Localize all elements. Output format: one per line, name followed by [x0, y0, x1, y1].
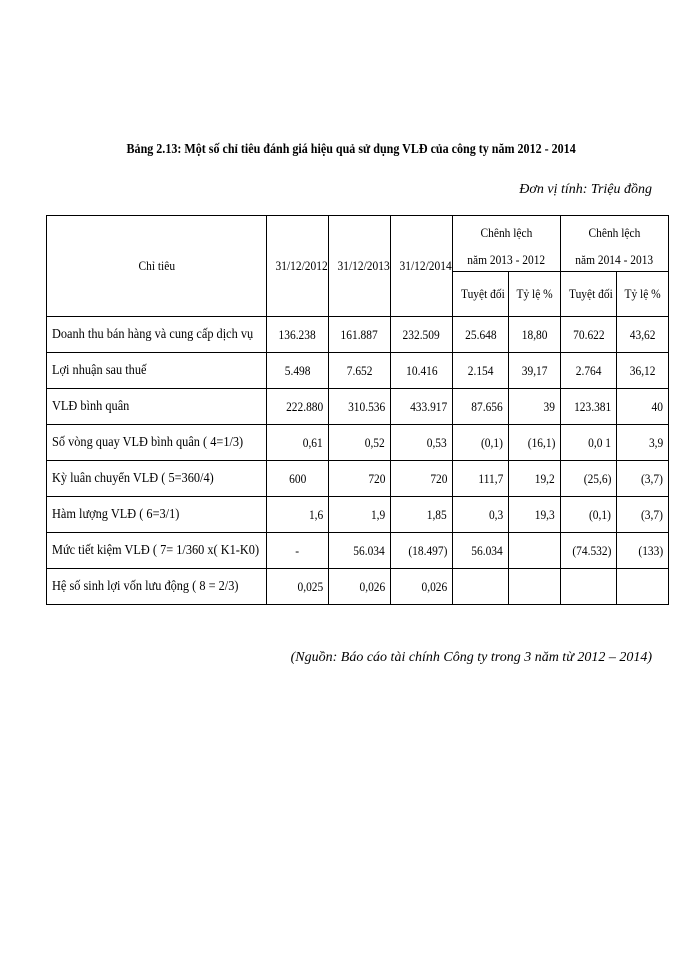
cell-abs1: 87.656	[453, 389, 509, 425]
row-label: Hàm lượng VLĐ ( 6=3/1)	[47, 497, 267, 533]
cell-v2012: -	[267, 533, 329, 569]
cell-pct1: 18,80	[509, 317, 561, 353]
cell-v2012: 0,61	[267, 425, 329, 461]
row-label: Doanh thu bán hàng và cung cấp dịch vụ	[47, 317, 267, 353]
cell-pct1: 39,17	[509, 353, 561, 389]
cell-abs1: 56.034	[453, 533, 509, 569]
cell-pct2: (133)	[617, 533, 669, 569]
header-year-2013: 31/12/2013	[329, 216, 391, 317]
cell-pct1	[509, 533, 561, 569]
row-label: Hệ số sinh lợi vốn lưu động ( 8 = 2/3)	[47, 569, 267, 605]
cell-pct1: 39	[509, 389, 561, 425]
unit-note: Đơn vị tính: Triệu đồng	[519, 182, 652, 197]
cell-v2013: 0,026	[329, 569, 391, 605]
cell-abs2	[561, 569, 617, 605]
cell-v2014: 0,026	[391, 569, 453, 605]
cell-v2012: 1,6	[267, 497, 329, 533]
header-absolute-2: Tuyệt đối	[561, 272, 617, 317]
cell-v2013: 56.034	[329, 533, 391, 569]
cell-v2012: 0,025	[267, 569, 329, 605]
row-label: Số vòng quay VLĐ bình quân ( 4=1/3)	[47, 425, 267, 461]
header-year-2012: 31/12/2012	[267, 216, 329, 317]
efficiency-table	[46, 215, 669, 605]
cell-pct1	[509, 569, 561, 605]
row-label: Lợi nhuận sau thuế	[47, 353, 267, 389]
table-row	[47, 497, 669, 533]
header-period-2013-2012: năm 2013 - 2012	[453, 250, 561, 272]
table-row	[47, 353, 669, 389]
header-year-2014: 31/12/2014	[391, 216, 453, 317]
header-row-1	[47, 216, 669, 250]
cell-abs1: 25.648	[453, 317, 509, 353]
cell-abs2: 123.381	[561, 389, 617, 425]
cell-v2014: 1,85	[391, 497, 453, 533]
header-diff-1: Chênh lệch	[453, 216, 561, 250]
cell-v2014: 232.509	[391, 317, 453, 353]
cell-pct2	[617, 569, 669, 605]
cell-pct2: 43,62	[617, 317, 669, 353]
row-label: VLĐ bình quân	[47, 389, 267, 425]
header-indicator: Chỉ tiêu	[47, 216, 267, 317]
table-row	[47, 461, 669, 497]
cell-v2012: 136.238	[267, 317, 329, 353]
row-label: Kỳ luân chuyển VLĐ ( 5=360/4)	[47, 461, 267, 497]
cell-pct2: 3,9	[617, 425, 669, 461]
cell-v2013: 7.652	[329, 353, 391, 389]
cell-abs2: (0,1)	[561, 497, 617, 533]
cell-abs2: 2.764	[561, 353, 617, 389]
cell-abs2: 0,0 1	[561, 425, 617, 461]
cell-v2013: 161.887	[329, 317, 391, 353]
cell-abs1: (0,1)	[453, 425, 509, 461]
cell-pct2: 36,12	[617, 353, 669, 389]
cell-abs1	[453, 569, 509, 605]
cell-abs2: (74.532)	[561, 533, 617, 569]
cell-pct2: (3,7)	[617, 461, 669, 497]
header-ratio-1: Tỷ lệ %	[509, 272, 561, 317]
header-diff-2: Chênh lệch	[561, 216, 669, 250]
cell-abs2: (25,6)	[561, 461, 617, 497]
cell-v2013: 1,9	[329, 497, 391, 533]
cell-abs1: 111,7	[453, 461, 509, 497]
cell-pct2: (3,7)	[617, 497, 669, 533]
cell-pct1: 19,2	[509, 461, 561, 497]
cell-v2014: (18.497)	[391, 533, 453, 569]
table-row	[47, 425, 669, 461]
cell-pct2: 40	[617, 389, 669, 425]
cell-v2013: 720	[329, 461, 391, 497]
table-row	[47, 569, 669, 605]
cell-v2012: 5.498	[267, 353, 329, 389]
table-title: Bảng 2.13: Một số chỉ tiêu đánh giá hiệu quả sử dụng VLĐ của công ty năm 2012 - 2014	[126, 142, 576, 157]
table-row	[47, 389, 669, 425]
cell-pct1: (16,1)	[509, 425, 561, 461]
row-label: Mức tiết kiệm VLĐ ( 7= 1/360 x( K1-K0)	[47, 533, 267, 569]
cell-abs2: 70.622	[561, 317, 617, 353]
cell-v2013: 310.536	[329, 389, 391, 425]
cell-v2014: 720	[391, 461, 453, 497]
cell-v2014: 0,53	[391, 425, 453, 461]
table-row	[47, 317, 669, 353]
cell-v2014: 10.416	[391, 353, 453, 389]
cell-abs1: 0,3	[453, 497, 509, 533]
cell-v2012: 222.880	[267, 389, 329, 425]
header-ratio-2: Tỷ lệ %	[617, 272, 669, 317]
header-period-2014-2013: năm 2014 - 2013	[561, 250, 669, 272]
table-row	[47, 533, 669, 569]
cell-v2013: 0,52	[329, 425, 391, 461]
cell-abs1: 2.154	[453, 353, 509, 389]
cell-v2014: 433.917	[391, 389, 453, 425]
cell-pct1: 19,3	[509, 497, 561, 533]
source-note: (Nguồn: Báo cáo tài chính Công ty trong 3 năm từ 2012 – 2014)	[290, 650, 652, 665]
header-absolute-1: Tuyệt đối	[453, 272, 509, 317]
cell-v2012: 600	[267, 461, 329, 497]
